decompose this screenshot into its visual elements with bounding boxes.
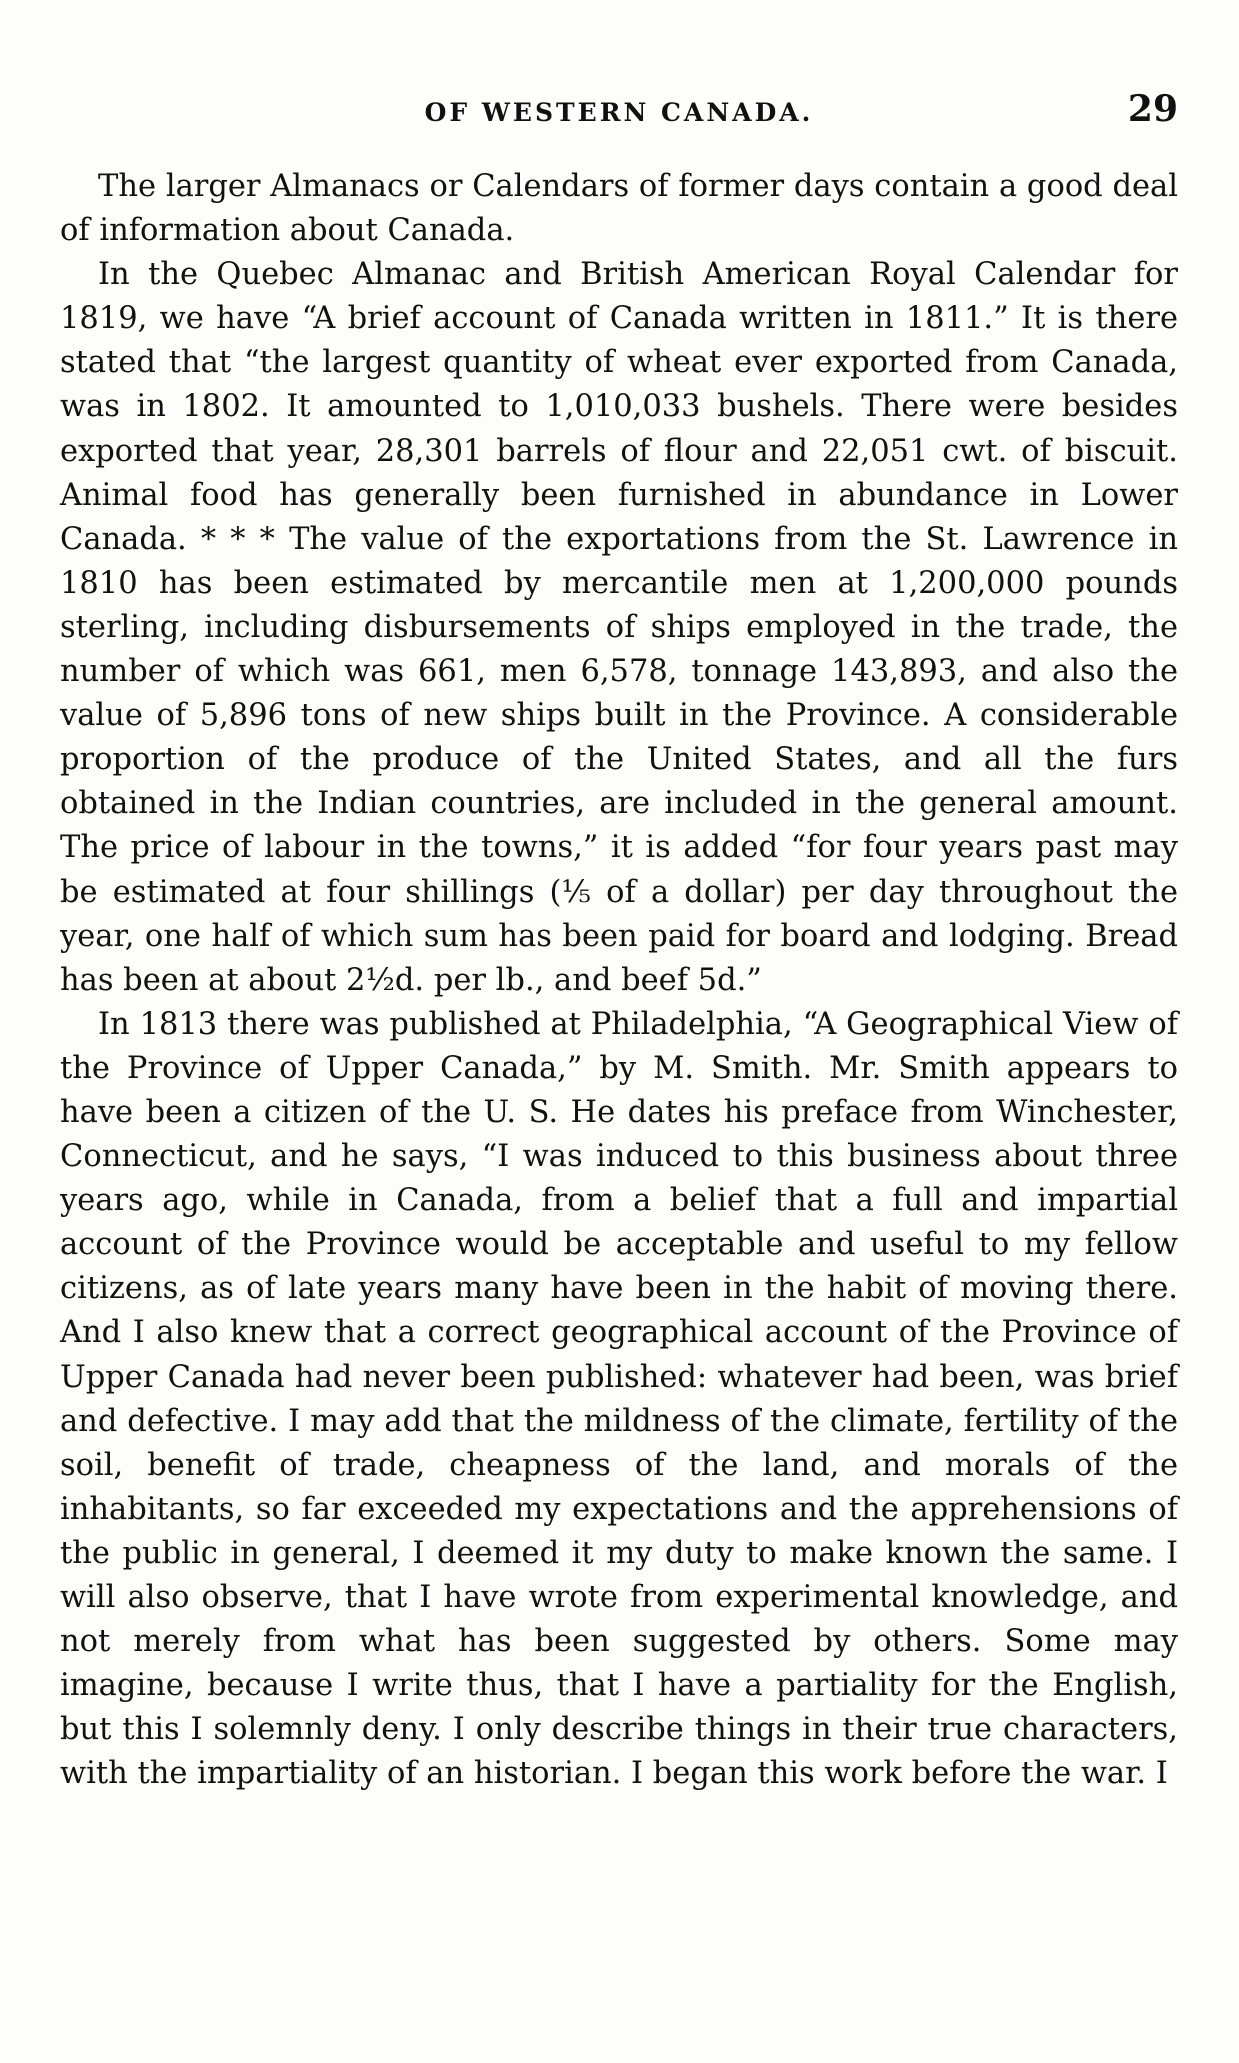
running-title: OF WESTERN CANADA. (424, 98, 814, 127)
page-number: 29 (1127, 88, 1178, 130)
running-head (60, 88, 1178, 138)
body-text (60, 165, 1178, 1796)
paragraph-quebec-almanac: In the Quebec Almanac and British American Royal Calendar for 1819, we have “A brief account of Canada written in 1811.” It is there stated that “the largest quantity of wheat ever exported from Canada, was in 1802. It amounted to 1,010,033 bushels. There were besides exported that year, 28,301 barrels of flour and 22,051 cwt. of biscuit. Animal food has generally been furnished in abundance in Lower Canada. * * * The value of the exportations from the St. Lawrence in 1810 has been estimated by mercantile men at 1,200,000 pounds sterling, including disbursements of ships employed in the trade, the number of which was 661, men 6,578, tonnage 143,893, and also the value of 5,896 tons of new ships built in the Province. A considerable proportion of the produce of the United States, and all the furs obtained in the Indian countries, are included in the general amount. The price of labour in the towns,” it is added “for four years past may be estimated at four shillings (⅕ of a dollar) per day throughout the year, one half of which sum has been paid for board and lodging. Bread has been at about 2½d. per lb., and beef 5d.” (60, 257, 1178, 998)
paragraph-smith-geographical-view: In 1813 there was published at Philadelphia, “A Geographical View of the Province of Upper Canada,” by M. Smith. Mr. Smith appears to have been a citizen of the U. S. He dates his preface from Winchester, Connecticut, and he says, “I was induced to this business about three years ago, while in Canada, from a belief that a full and impartial account of the Province would be acceptable and useful to my fellow citizens, as of late years many have been in the habit of moving there. And I also knew that a correct geographical account of the Province of Upper Canada had never been published: whatever had been, was brief and defective. I may add that the mildness of the climate, fertility of the soil, benefit of trade, cheapness of the land, and morals of the inhabitants, so far exceeded my expectations and the apprehensions of the public in general, I deemed it my duty to make known the same. I will also observe, that I have wrote from experimental knowledge, and not merely from what has been suggested by others. Some may imagine, because I write thus, that I have a partiality for the English, but this I solemnly deny. I only describe things in their true characters, with the impartiality of an historian. I began this work before the war. I (60, 1006, 1178, 1792)
paragraph-almanacs: The larger Almanacs or Calendars of former days contain a good deal of information about Canada. (60, 169, 1178, 249)
